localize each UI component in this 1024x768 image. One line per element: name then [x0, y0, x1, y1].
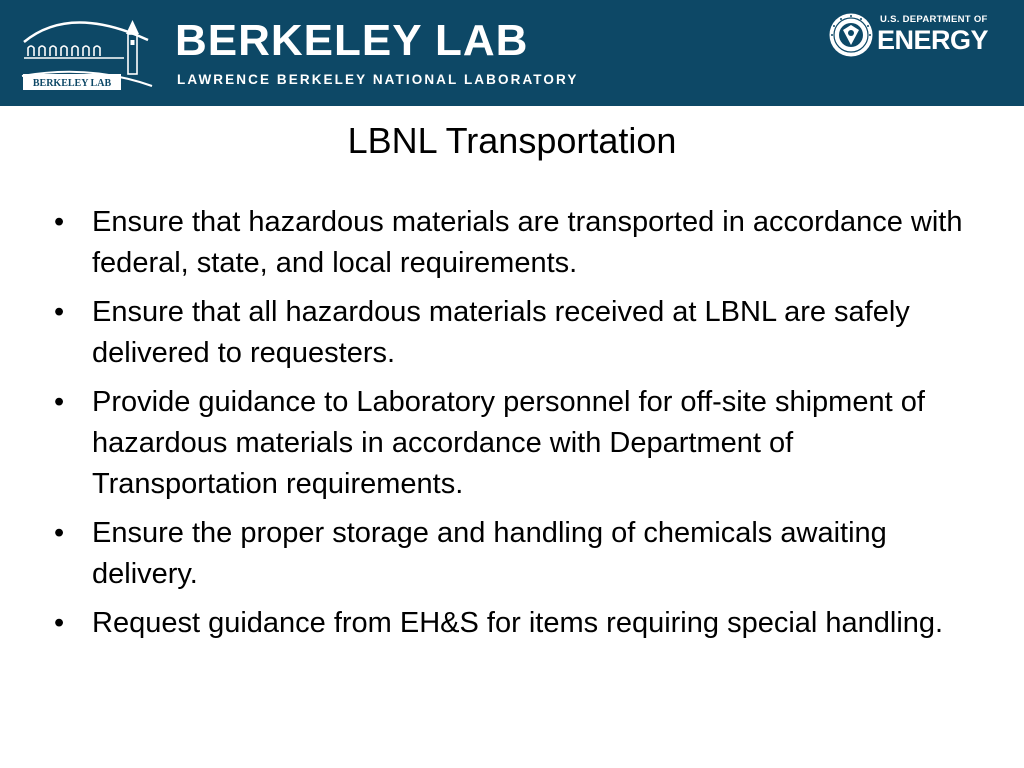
list-item [52, 292, 972, 374]
bullet-list [52, 202, 972, 652]
brand-title: BERKELEY LAB [175, 16, 529, 65]
bullet-text: Provide guidance to Laboratory personnel for off-site shipment of hazardous materials in accordance with Department of Transportation requirements. [92, 386, 925, 500]
list-item [52, 513, 972, 595]
list-item [52, 202, 972, 284]
bullet-marker: • [54, 296, 65, 328]
bullet-text: Ensure that hazardous materials are transported in accordance with federal, state, and local requirements. [92, 206, 963, 279]
brand-subtitle: LAWRENCE BERKELEY NATIONAL LABORATORY [177, 72, 579, 87]
logo-text: BERKELEY LAB [32, 78, 112, 89]
list-item [52, 382, 972, 505]
doe-department-label: U.S. DEPARTMENT OF [880, 14, 988, 25]
header-banner [0, 0, 1024, 106]
bullet-text: Ensure the proper storage and handling of chemicals awaiting delivery. [92, 517, 887, 590]
slide-title: LBNL Transportation [347, 120, 677, 161]
doe-energy-label: ENERGY [877, 25, 989, 55]
bullet-text: Request guidance from EH&S for items requiring special handling. [92, 607, 944, 639]
bullet-marker: • [54, 386, 65, 418]
doe-seal-icon [828, 12, 874, 58]
bullet-marker: • [54, 206, 65, 238]
bullet-text: Ensure that all hazardous materials received at LBNL are safely delivered to requesters. [92, 296, 910, 369]
bullet-marker: • [54, 607, 65, 639]
list-item [52, 603, 972, 644]
bullet-marker: • [54, 517, 65, 549]
berkeley-lab-logo [20, 10, 154, 92]
